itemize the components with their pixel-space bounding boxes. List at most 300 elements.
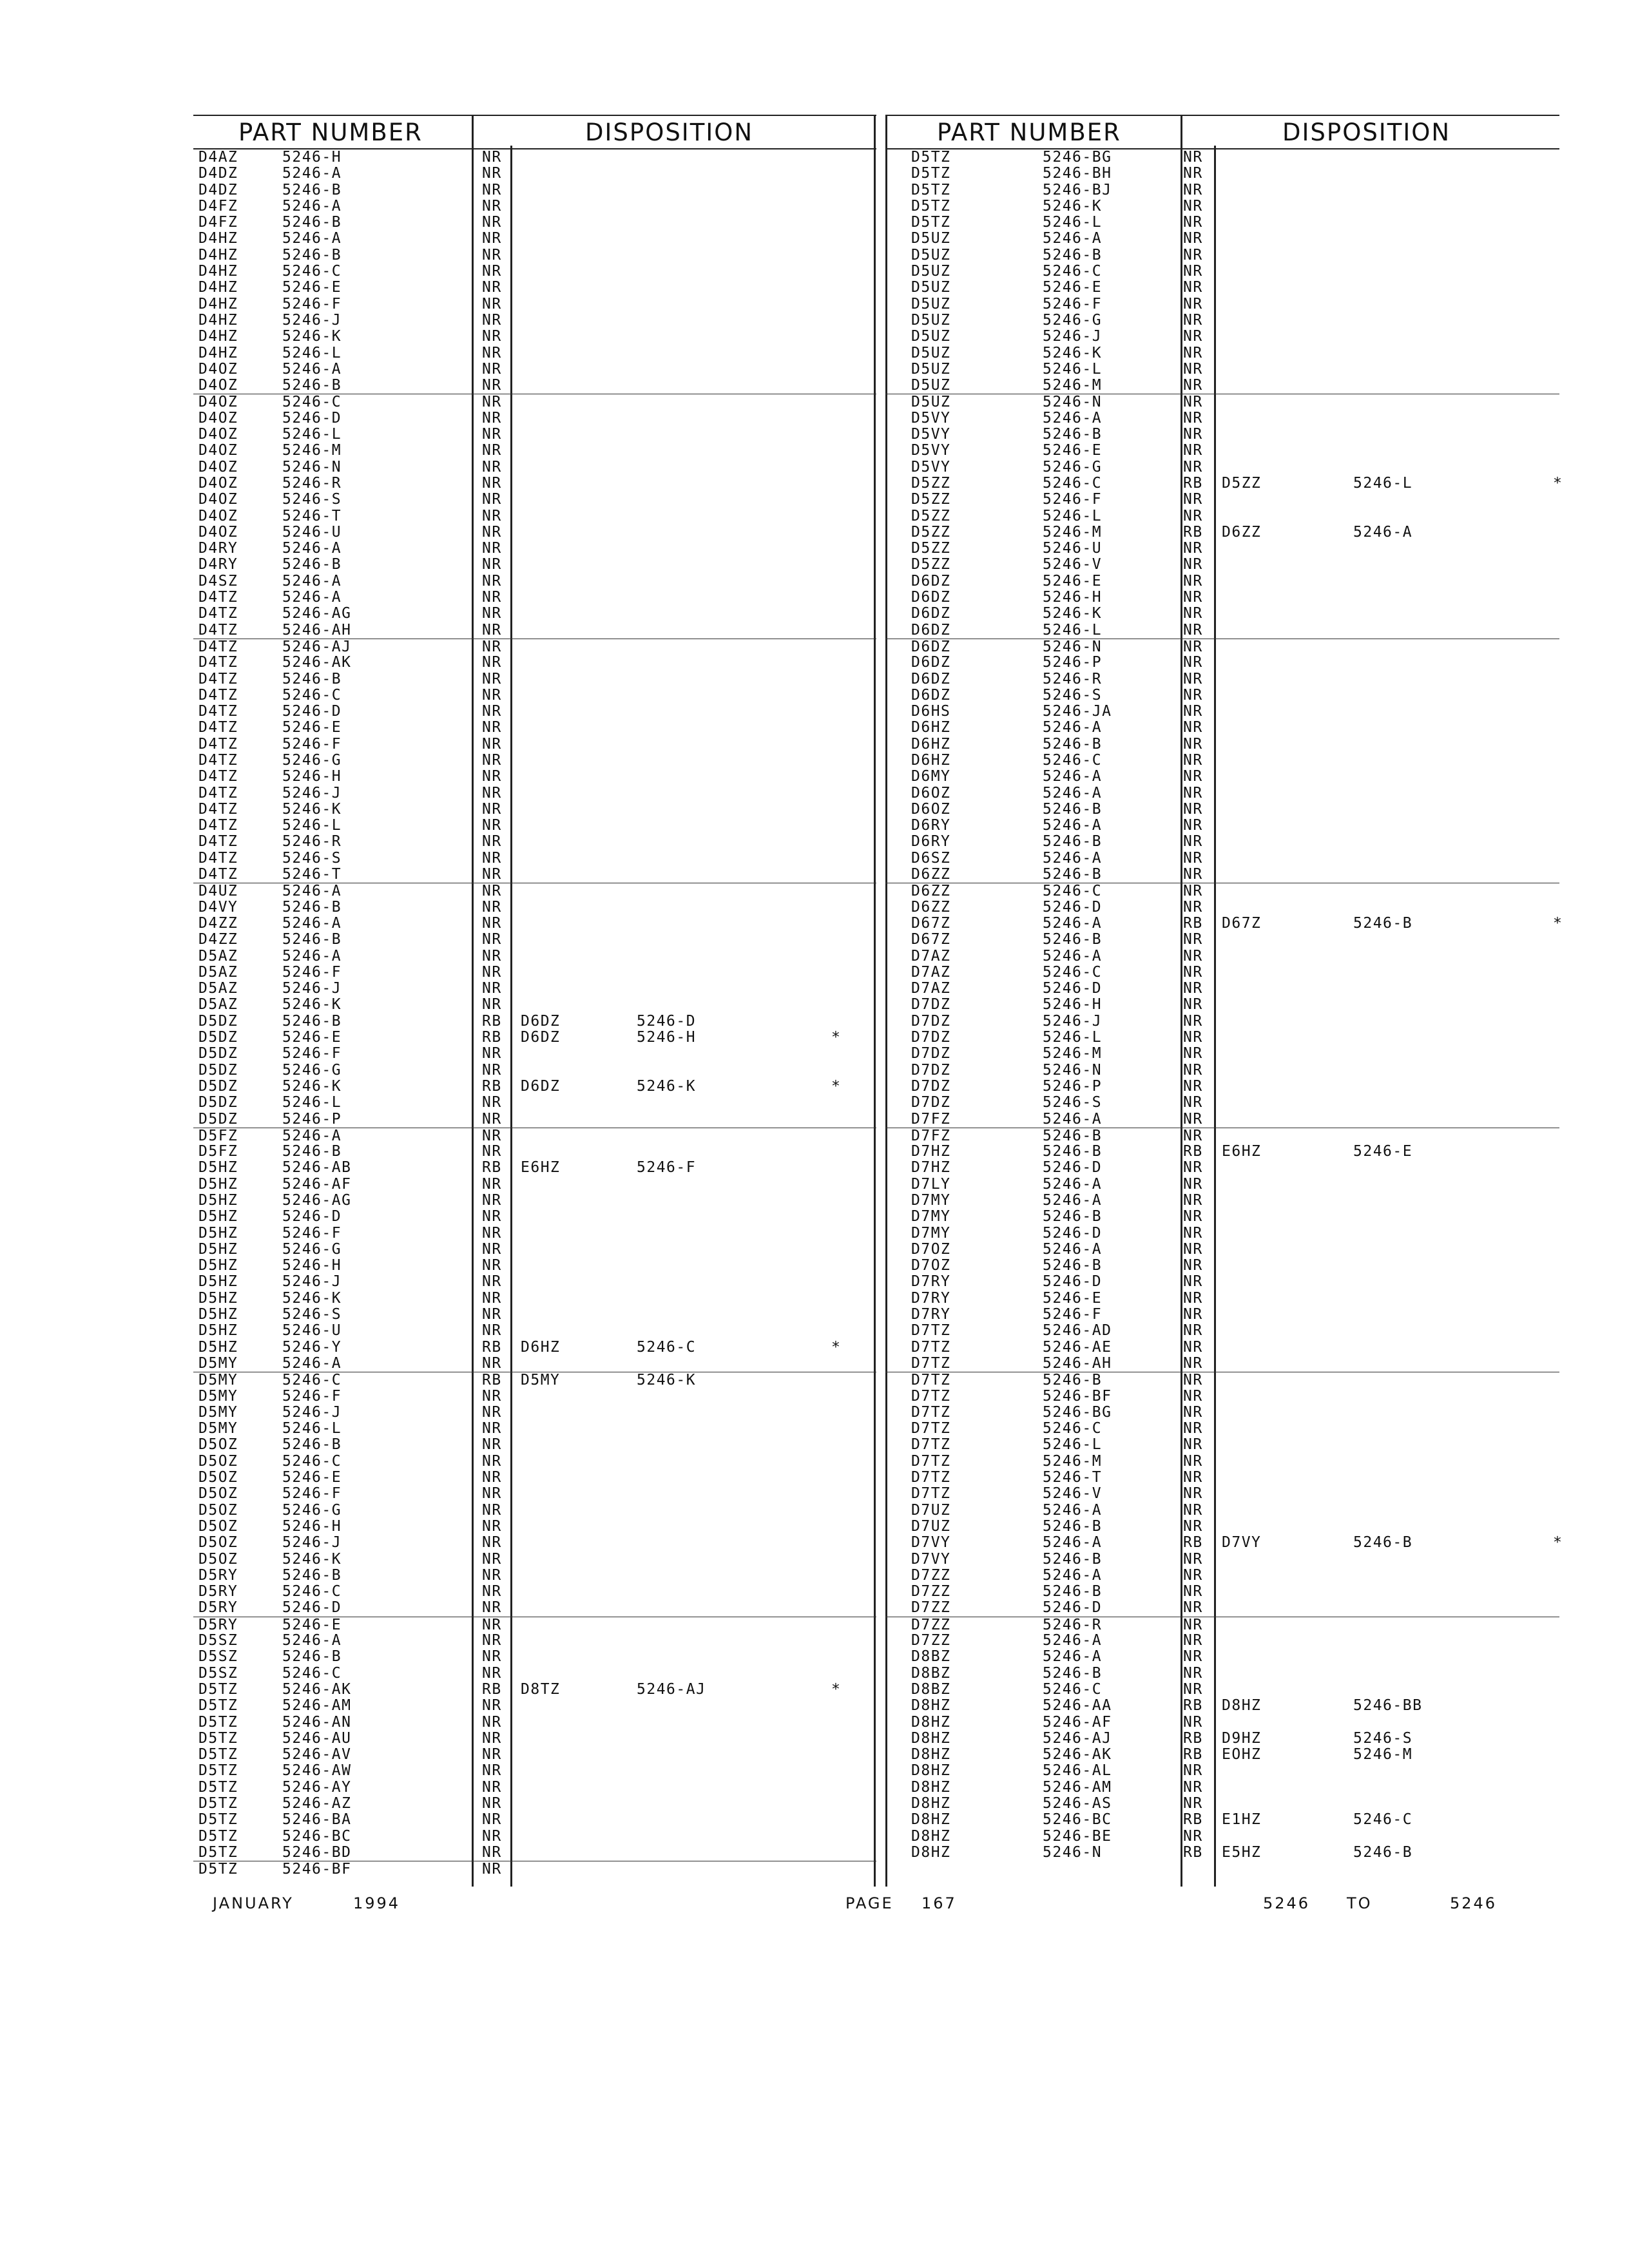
part-prefix: D6SZ <box>911 849 951 867</box>
disposition-code: NR <box>482 230 502 247</box>
part-prefix: D4OZ <box>198 474 238 492</box>
part-suffix: 5246-A <box>282 230 342 247</box>
part-suffix: 5246-F <box>1043 295 1103 312</box>
part-prefix: D4HZ <box>198 279 238 296</box>
part-prefix: D7TZ <box>911 1420 951 1437</box>
part-suffix: 5246-E <box>1043 279 1103 296</box>
table-row <box>193 606 876 622</box>
disposition-code: NR <box>1183 996 1203 1014</box>
part-prefix: D5AZ <box>198 963 238 981</box>
replacement-suffix: 5246-S <box>1353 1729 1413 1747</box>
part-prefix: D67Z <box>911 914 951 932</box>
part-prefix: D4TZ <box>198 589 238 606</box>
part-suffix: 5246-L <box>282 344 342 361</box>
table-row <box>193 1682 876 1698</box>
table-row <box>885 1193 1559 1209</box>
part-suffix: 5246-D <box>1043 1224 1103 1242</box>
disposition-code: NR <box>482 1452 502 1470</box>
part-suffix: 5246-G <box>282 1501 342 1519</box>
part-prefix: D6DZ <box>911 621 951 639</box>
disposition-code: NR <box>1183 1094 1203 1111</box>
disposition-code: NR <box>1183 1827 1203 1845</box>
part-prefix: D7UZ <box>911 1517 951 1535</box>
part-suffix: 5246-U <box>1043 540 1103 557</box>
disposition-code: NR <box>482 279 502 296</box>
part-suffix: 5246-AA <box>1043 1697 1112 1715</box>
disposition-code: NR <box>1183 394 1203 411</box>
disposition-code: NR <box>482 800 502 818</box>
part-suffix: 5246-B <box>282 1436 342 1454</box>
part-prefix: D6RY <box>911 833 951 850</box>
part-prefix: D5RY <box>198 1583 238 1600</box>
table-row <box>193 883 876 899</box>
table-row <box>193 427 876 443</box>
disposition-code: NR <box>1183 491 1203 508</box>
part-suffix: 5246-B <box>1043 1664 1103 1682</box>
part-suffix: 5246-S <box>282 491 342 508</box>
part-prefix: D5TZ <box>911 214 951 231</box>
replacement-suffix: 5246-K <box>637 1077 697 1095</box>
part-prefix: D7RY <box>911 1306 951 1323</box>
table-row <box>885 1666 1559 1682</box>
part-prefix: D5TZ <box>198 1794 238 1812</box>
part-prefix: D5SZ <box>198 1648 238 1666</box>
table-row <box>885 492 1559 508</box>
part-suffix: 5246-M <box>1043 1452 1103 1470</box>
table-row <box>193 1258 876 1274</box>
part-prefix: D5HZ <box>198 1289 238 1307</box>
disposition-code: NR <box>1183 377 1203 394</box>
disposition-code: NR <box>1183 360 1203 378</box>
table-row <box>885 1274 1559 1290</box>
part-suffix: 5246-AD <box>1043 1322 1112 1340</box>
part-suffix: 5246-F <box>282 1485 342 1503</box>
disposition-code: NR <box>1183 1632 1203 1649</box>
disposition-code: NR <box>482 344 502 361</box>
part-prefix: D4TZ <box>198 638 238 655</box>
disposition-code: NR <box>482 377 502 394</box>
table-row <box>885 247 1559 264</box>
disposition-code: NR <box>1183 1583 1203 1600</box>
disposition-code: NR <box>482 328 502 345</box>
disposition-code: NR <box>1183 197 1203 215</box>
part-suffix: 5246-B <box>282 214 342 231</box>
part-prefix: D5DZ <box>198 1045 238 1062</box>
table-row <box>193 459 876 476</box>
table-row <box>193 720 876 736</box>
part-suffix: 5246-A <box>1043 947 1103 965</box>
disposition-code: NR <box>1183 703 1203 720</box>
part-prefix: D5ZZ <box>911 491 951 508</box>
part-suffix: 5246-B <box>1043 1257 1103 1274</box>
disposition-code: RB <box>1183 1746 1203 1763</box>
footer-page-number: 167 <box>921 1894 957 1912</box>
part-prefix: D7RY <box>911 1273 951 1291</box>
replacement-suffix: 5246-E <box>1353 1143 1413 1160</box>
disposition-code: NR <box>1183 849 1203 867</box>
disposition-code: NR <box>1183 442 1203 459</box>
part-prefix: D6DZ <box>911 654 951 671</box>
disposition-code: NR <box>482 1599 502 1617</box>
part-suffix: 5246-N <box>1043 394 1103 411</box>
table-row <box>885 1079 1559 1095</box>
disposition-code: NR <box>1183 1403 1203 1421</box>
disposition-code: NR <box>482 1192 502 1209</box>
part-suffix: 5246-J <box>282 1403 342 1421</box>
table-row <box>885 524 1559 541</box>
disposition-code: NR <box>482 1273 502 1291</box>
table-row <box>885 1731 1559 1747</box>
part-suffix: 5246-A <box>1043 1648 1103 1666</box>
table-row <box>193 1144 876 1160</box>
disposition-code: NR <box>1183 149 1203 166</box>
disposition-code: NR <box>1183 784 1203 802</box>
part-prefix: D5UZ <box>911 311 951 329</box>
disposition-code: NR <box>482 1729 502 1747</box>
table-row <box>193 687 876 704</box>
part-prefix: D6HZ <box>911 719 951 736</box>
disposition-code: NR <box>1183 458 1203 476</box>
part-suffix: 5246-F <box>1043 1306 1103 1323</box>
part-prefix: D4OZ <box>198 458 238 476</box>
disposition-code: RB <box>1183 914 1203 932</box>
disposition-code: NR <box>482 1632 502 1649</box>
replacement-prefix: D5ZZ <box>1222 474 1262 492</box>
part-prefix: D4HZ <box>198 328 238 345</box>
part-prefix: D5TZ <box>198 1811 238 1829</box>
table-row <box>193 1193 876 1209</box>
table-row <box>885 1046 1559 1062</box>
part-suffix: 5246-H <box>1043 589 1103 606</box>
part-suffix: 5246-S <box>1043 1094 1103 1111</box>
part-prefix: D5ZZ <box>911 540 951 557</box>
disposition-code: NR <box>1183 1599 1203 1617</box>
part-prefix: D4FZ <box>198 197 238 215</box>
table-row <box>885 948 1559 965</box>
part-prefix: D5OZ <box>198 1550 238 1568</box>
table-row <box>885 769 1559 785</box>
disposition-code: NR <box>1183 1485 1203 1503</box>
disposition-code: NR <box>482 1436 502 1454</box>
replacement-prefix: E5HZ <box>1222 1843 1262 1861</box>
table-row <box>885 1649 1559 1665</box>
disposition-code: NR <box>482 1762 502 1780</box>
table-row <box>885 1372 1559 1388</box>
part-prefix: D6DZ <box>911 670 951 687</box>
disposition-code: NR <box>1183 751 1203 769</box>
note-mark: * <box>1553 474 1563 492</box>
disposition-code: NR <box>482 426 502 443</box>
part-suffix: 5246-H <box>282 1517 342 1535</box>
disposition-code: NR <box>482 1094 502 1111</box>
part-prefix: D7TZ <box>911 1403 951 1421</box>
part-prefix: D7FZ <box>911 1127 951 1144</box>
disposition-code: NR <box>1183 768 1203 785</box>
table-row <box>885 1633 1559 1649</box>
disposition-code: NR <box>482 1045 502 1062</box>
part-suffix: 5246-C <box>282 1583 342 1600</box>
part-suffix: 5246-A <box>282 540 342 557</box>
table-row <box>193 264 876 280</box>
part-suffix: 5246-B <box>1043 735 1103 753</box>
disposition-code: NR <box>1183 638 1203 655</box>
table-row <box>193 312 876 329</box>
table-row <box>885 1062 1559 1079</box>
part-suffix: 5246-V <box>1043 556 1103 573</box>
disposition-code: NR <box>482 1469 502 1486</box>
part-suffix: 5246-D <box>282 703 342 720</box>
part-suffix: 5246-C <box>282 394 342 411</box>
part-prefix: D5MY <box>198 1387 238 1405</box>
part-suffix: 5246-D <box>282 409 342 427</box>
part-suffix: 5246-M <box>282 442 342 459</box>
table-row <box>193 965 876 981</box>
disposition-code: NR <box>482 1827 502 1845</box>
part-prefix: D5ZZ <box>911 523 951 541</box>
part-prefix: D4OZ <box>198 360 238 378</box>
part-prefix: D8HZ <box>911 1746 951 1763</box>
table-row <box>193 981 876 997</box>
part-suffix: 5246-AF <box>1043 1713 1112 1731</box>
part-prefix: D5TZ <box>198 1843 238 1861</box>
table-row <box>885 215 1559 231</box>
part-suffix: 5246-U <box>282 1322 342 1340</box>
replacement-suffix: 5246-A <box>1353 523 1413 541</box>
table-row <box>193 916 876 932</box>
table-row <box>193 1291 876 1307</box>
part-prefix: D5SZ <box>198 1632 238 1649</box>
part-suffix: 5246-S <box>282 1306 342 1323</box>
part-prefix: D4OZ <box>198 394 238 411</box>
part-suffix: 5246-R <box>1043 1616 1103 1633</box>
part-prefix: D4RY <box>198 540 238 557</box>
part-suffix: 5246-E <box>1043 1289 1103 1307</box>
part-suffix: 5246-B <box>282 556 342 573</box>
table-row <box>193 1372 876 1388</box>
disposition-code: NR <box>1183 1501 1203 1519</box>
part-suffix: 5246-D <box>1043 898 1103 916</box>
part-suffix: 5246-L <box>1043 1436 1103 1454</box>
part-prefix: D6OZ <box>911 784 951 802</box>
disposition-heading: DISPOSITION <box>585 119 754 146</box>
part-prefix: D4HZ <box>198 263 238 280</box>
table-row <box>193 1160 876 1176</box>
disposition-code: NR <box>482 621 502 639</box>
part-suffix: 5246-L <box>1043 621 1103 639</box>
table-row <box>885 1242 1559 1258</box>
table-row <box>193 899 876 916</box>
table-row <box>193 1486 876 1502</box>
table-row <box>885 1307 1559 1323</box>
table-row <box>193 149 876 166</box>
table-row <box>885 231 1559 247</box>
disposition-code: NR <box>482 394 502 411</box>
table-row <box>193 785 876 802</box>
part-suffix: 5246-N <box>1043 1061 1103 1079</box>
table-row <box>885 1780 1559 1796</box>
table-row <box>885 1356 1559 1372</box>
disposition-code: NR <box>1183 1224 1203 1242</box>
table-row <box>193 345 876 361</box>
disposition-code: NR <box>1183 1372 1203 1389</box>
part-suffix: 5246-B <box>282 898 342 916</box>
table-row <box>885 459 1559 476</box>
table-row <box>193 1111 876 1128</box>
part-prefix: D7TZ <box>911 1436 951 1454</box>
disposition-code: RB <box>482 1077 502 1095</box>
part-prefix: D4TZ <box>198 849 238 867</box>
part-prefix: D67Z <box>911 931 951 948</box>
table-row <box>193 818 876 834</box>
table-row <box>193 410 876 427</box>
part-suffix: 5246-A <box>1043 409 1103 427</box>
table-row <box>885 590 1559 606</box>
disposition-code: NR <box>482 1794 502 1812</box>
part-prefix: D7TZ <box>911 1372 951 1389</box>
part-prefix: D5DZ <box>198 1029 238 1046</box>
part-prefix: D4TZ <box>198 833 238 850</box>
table-row <box>193 198 876 215</box>
disposition-code: NR <box>482 1648 502 1666</box>
disposition-code: NR <box>1183 686 1203 704</box>
part-suffix: 5246-BF <box>1043 1387 1112 1405</box>
part-suffix: 5246-A <box>1043 768 1103 785</box>
disposition-code: NR <box>1183 1306 1203 1323</box>
part-suffix: 5246-A <box>1043 719 1103 736</box>
part-suffix: 5246-A <box>1043 230 1103 247</box>
part-prefix: D7UZ <box>911 1501 951 1519</box>
part-prefix: D5UZ <box>911 246 951 264</box>
part-suffix: 5246-BA <box>282 1811 352 1829</box>
part-suffix: 5246-K <box>282 1289 342 1307</box>
part-suffix: 5246-P <box>1043 654 1103 671</box>
table-row <box>885 1340 1559 1356</box>
part-suffix: 5246-BG <box>1043 1403 1112 1421</box>
table-row <box>885 1486 1559 1502</box>
table-row <box>885 1421 1559 1437</box>
table-row <box>193 1812 876 1828</box>
disposition-code: NR <box>1183 1648 1203 1666</box>
table-row <box>885 1534 1563 1552</box>
part-suffix: 5246-R <box>282 833 342 850</box>
table-row <box>885 1845 1559 1861</box>
replacement-suffix: 5246-AJ <box>637 1680 706 1698</box>
table-row <box>885 1698 1559 1714</box>
part-suffix: 5246-BC <box>282 1827 352 1845</box>
table-row <box>193 1046 876 1062</box>
part-suffix: 5246-B <box>1043 833 1103 850</box>
replacement-prefix: D6DZ <box>521 1077 561 1095</box>
part-suffix: 5246-AJ <box>1043 1729 1112 1747</box>
disposition-code: NR <box>482 1811 502 1829</box>
part-suffix: 5246-AN <box>282 1713 352 1731</box>
disposition-code: NR <box>1183 1778 1203 1796</box>
part-suffix: 5246-M <box>1043 377 1103 394</box>
table-row <box>885 1160 1559 1176</box>
table-row <box>193 1274 876 1290</box>
disposition-code: NR <box>482 1746 502 1763</box>
table-row <box>193 1715 876 1731</box>
replacement-suffix: 5246-D <box>637 1012 697 1030</box>
part-prefix: D8HZ <box>911 1762 951 1780</box>
disposition-code: NR <box>1183 866 1203 883</box>
table-row <box>885 312 1559 329</box>
part-suffix: 5246-J <box>282 784 342 802</box>
table-row <box>885 1014 1559 1030</box>
part-suffix: 5246-BJ <box>1043 181 1112 198</box>
part-prefix: D5TZ <box>198 1746 238 1763</box>
table-row <box>193 1666 876 1682</box>
table-row <box>193 1845 876 1861</box>
part-prefix: D5VY <box>911 409 951 427</box>
disposition-code: RB <box>1183 1143 1203 1160</box>
part-suffix: 5246-E <box>282 1029 342 1046</box>
disposition-code: NR <box>482 507 502 524</box>
part-prefix: D4TZ <box>198 784 238 802</box>
table-row <box>193 736 876 753</box>
table-row <box>193 1552 876 1568</box>
part-suffix: 5246-H <box>282 768 342 785</box>
disposition-code: NR <box>482 1306 502 1323</box>
disposition-code: NR <box>482 686 502 704</box>
disposition-code: NR <box>1183 1127 1203 1144</box>
part-prefix: D5MY <box>198 1354 238 1372</box>
disposition-code: NR <box>1183 1240 1203 1258</box>
part-suffix: 5246-BG <box>1043 149 1112 166</box>
table-row <box>193 247 876 264</box>
part-suffix: 5246-A <box>282 165 342 182</box>
table-row <box>193 639 876 655</box>
part-suffix: 5246-AM <box>1043 1778 1112 1796</box>
part-prefix: D5HZ <box>198 1208 238 1225</box>
table-row <box>193 1014 876 1030</box>
table-row <box>885 1405 1559 1421</box>
part-prefix: D7AZ <box>911 980 951 997</box>
part-suffix: 5246-K <box>282 800 342 818</box>
footer-range-from: 5246 <box>1263 1894 1311 1912</box>
table-row <box>885 198 1559 215</box>
part-prefix: D7ZZ <box>911 1566 951 1584</box>
table-row <box>885 1829 1559 1845</box>
part-suffix: 5246-A <box>282 914 342 932</box>
disposition-code: NR <box>482 1110 502 1128</box>
disposition-code: NR <box>1183 230 1203 247</box>
part-prefix: D5HZ <box>198 1273 238 1291</box>
part-suffix: 5246-C <box>282 263 342 280</box>
table-row <box>193 443 876 459</box>
table-row <box>885 541 1559 557</box>
part-prefix: D6HZ <box>911 751 951 769</box>
table-row <box>885 606 1559 622</box>
disposition-code: NR <box>482 980 502 997</box>
part-prefix: D8HZ <box>911 1713 951 1731</box>
table-row <box>885 1258 1559 1274</box>
table-row <box>885 573 1559 590</box>
table-row <box>193 622 876 639</box>
disposition-code: NR <box>1183 931 1203 948</box>
part-suffix: 5246-L <box>1043 1029 1103 1046</box>
table-row <box>193 1030 876 1046</box>
table-row <box>193 1503 876 1519</box>
part-suffix: 5246-B <box>1043 866 1103 883</box>
part-prefix: D5UZ <box>911 295 951 312</box>
replacement-prefix: D8TZ <box>521 1680 561 1698</box>
table-row <box>885 1812 1559 1828</box>
part-prefix: D5OZ <box>198 1517 238 1535</box>
table-row <box>193 802 876 818</box>
part-suffix: 5246-AW <box>282 1762 352 1780</box>
part-prefix: D8HZ <box>911 1827 951 1845</box>
